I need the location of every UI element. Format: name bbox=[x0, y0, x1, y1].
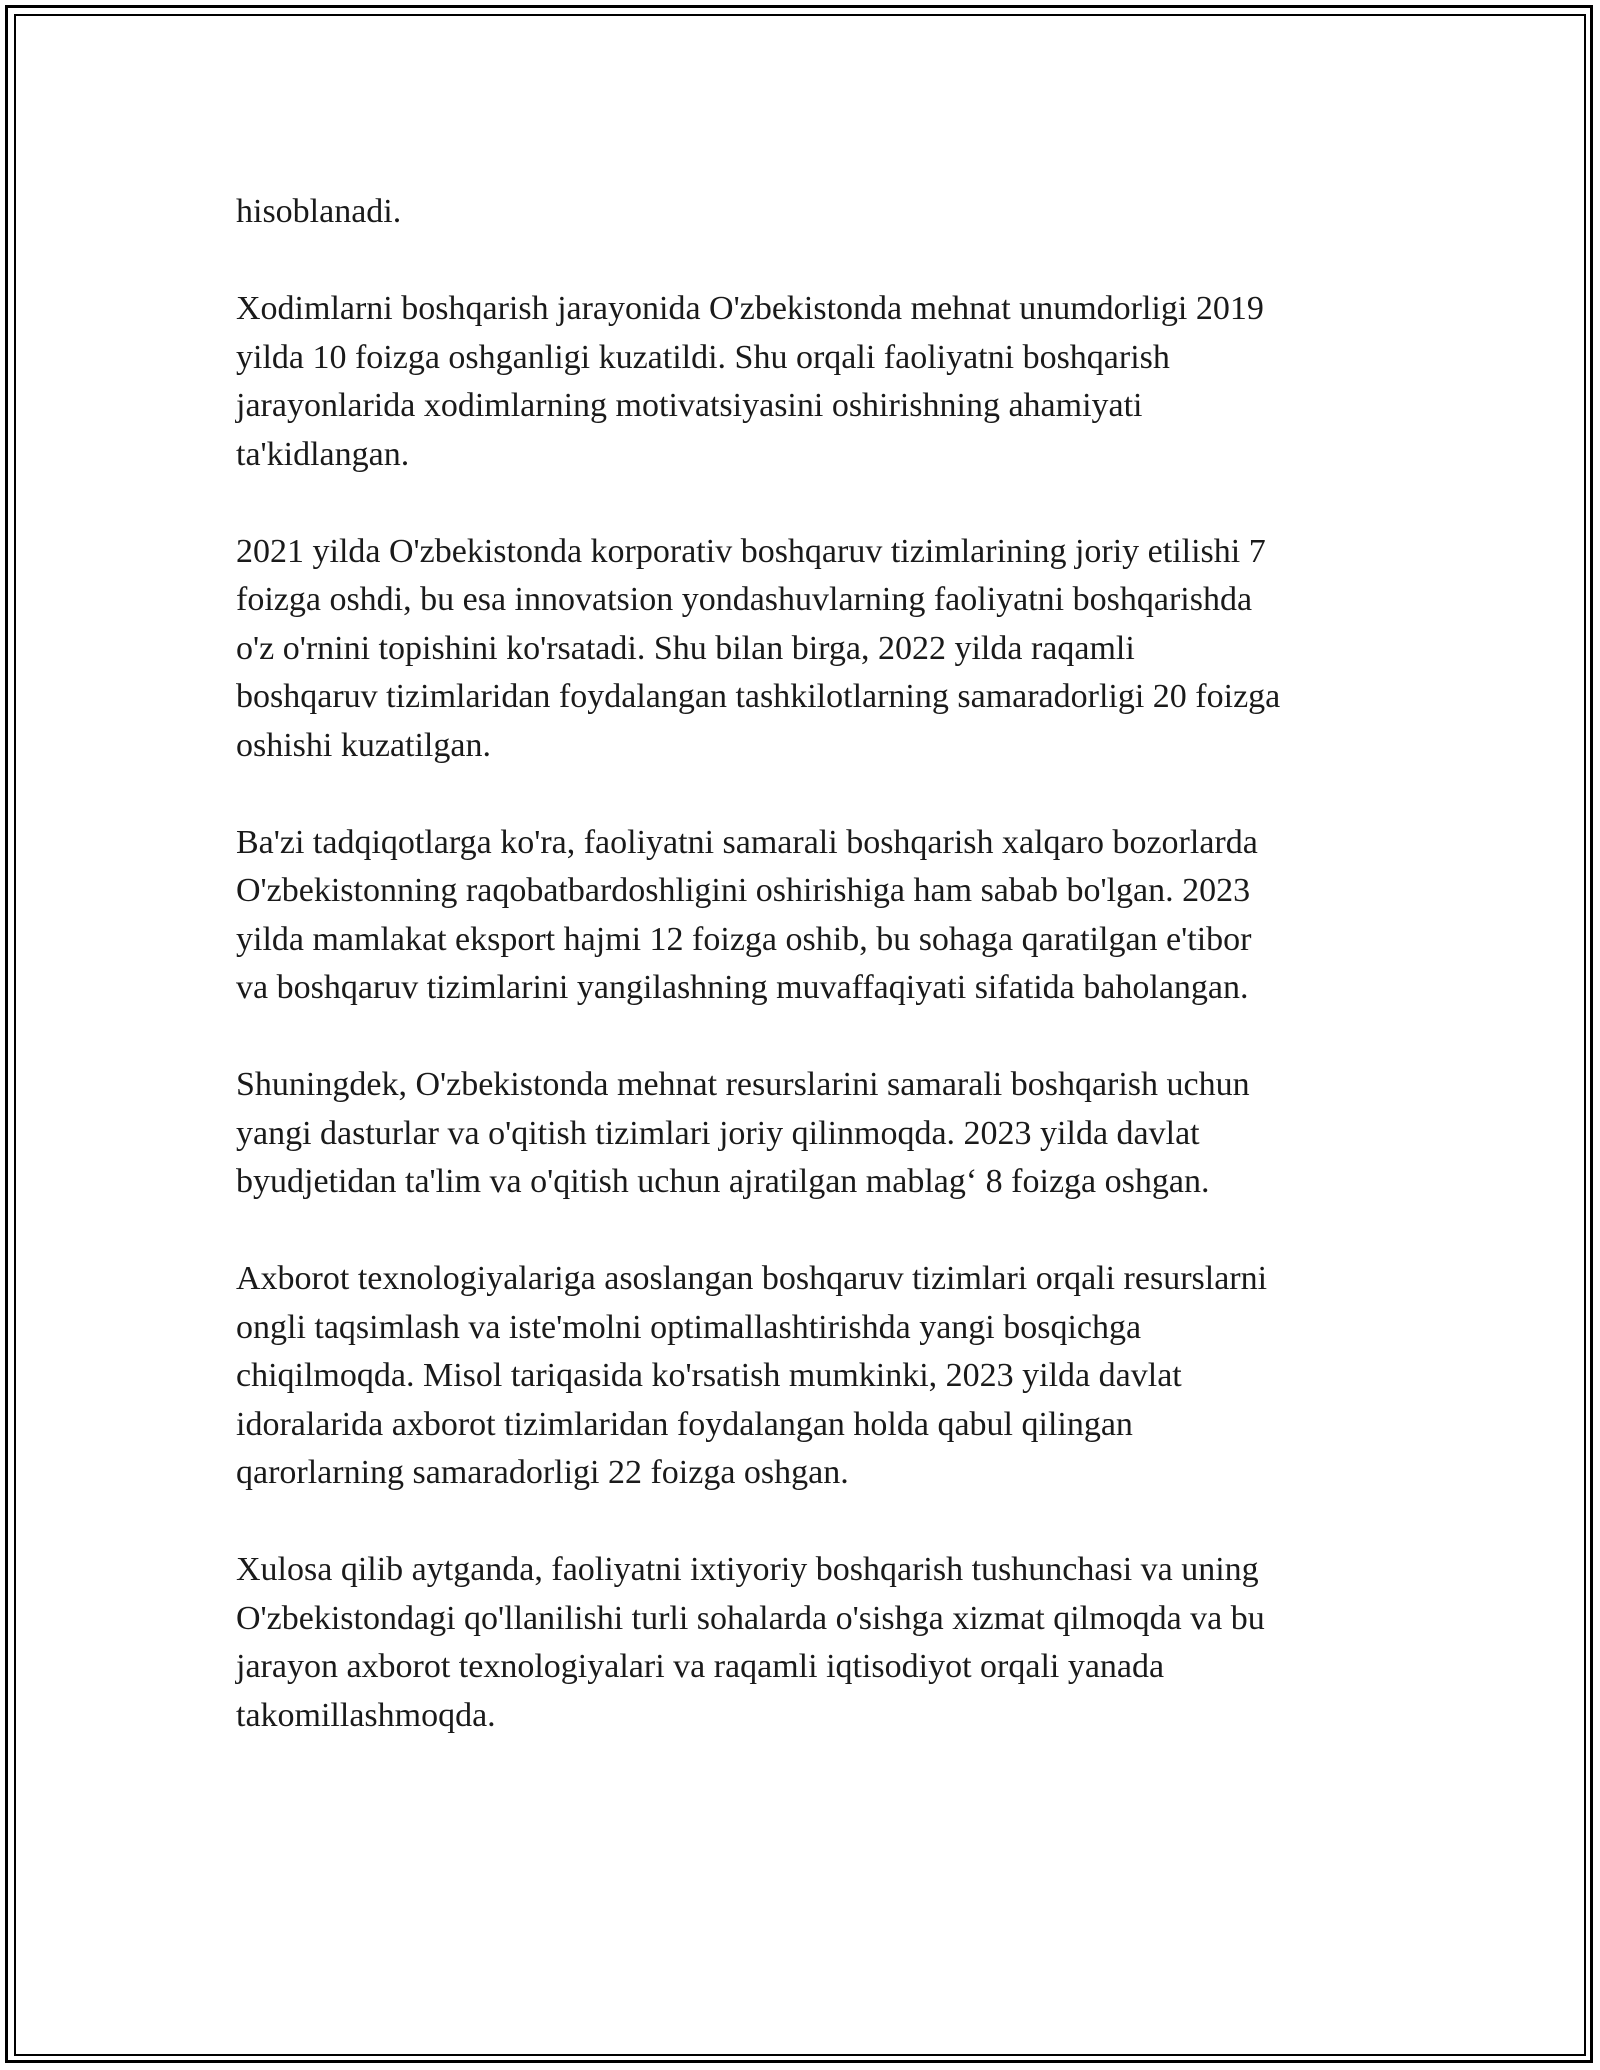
text-line: takomillashmoqda. bbox=[236, 1696, 496, 1734]
text-line: Shuningdek, O'zbekistonda mehnat resurslarini samarali boshqarish uchun bbox=[236, 1066, 1250, 1103]
paragraph-3 bbox=[236, 528, 1376, 771]
text-line: 2021 yilda O'zbekistonda korporativ boshqaruv tizimlarining joriy etilishi 7 bbox=[236, 532, 1266, 570]
paragraph-4 bbox=[236, 819, 1376, 1013]
text-line: jarayonlarida xodimlarning motivatsiyasini oshirishning ahamiyati bbox=[236, 387, 1143, 424]
text-line: hisoblanadi. bbox=[236, 193, 402, 230]
text-line: qarorlarning samaradorligi 22 foizga oshgan. bbox=[236, 1454, 849, 1491]
text-line: oshishi kuzatilgan. bbox=[236, 726, 491, 764]
paragraph-5 bbox=[236, 1061, 1376, 1207]
text-line: Xulosa qilib aytganda, faoliyatni ixtiyoriy boshqarish tushunchasi va uning bbox=[236, 1551, 1259, 1588]
text-line: jarayon axborot texnologiyalari va raqamli iqtisodiyot orqali yanada bbox=[236, 1648, 1165, 1685]
text-line: O'zbekistondagi qo'llanilishi turli sohalarda o'sishga xizmat qilmoqda va bu bbox=[236, 1599, 1265, 1637]
text-line: o'z o'rnini topishini ko'rsatadi. Shu bilan birga, 2022 yilda raqamli bbox=[236, 629, 1135, 667]
text-line: Axborot texnologiyalariga asoslangan boshqaruv tizimlari orqali resurslarni bbox=[236, 1260, 1268, 1297]
text-line: foizga oshdi, bu esa innovatsion yondashuvlarning faoliyatni boshqarishda bbox=[236, 581, 1253, 618]
text-line: idoralarida axborot tizimlaridan foydalangan holda qabul qilingan bbox=[236, 1405, 1133, 1443]
paragraph-1 bbox=[236, 188, 1376, 237]
paragraph-2 bbox=[236, 285, 1376, 479]
text-line: Ba'zi tadqiqotlarga ko'ra, faoliyatni samarali boshqarish xalqaro bozorlarda bbox=[236, 823, 1258, 861]
paragraph-6 bbox=[236, 1255, 1376, 1498]
text-line: yilda mamlakat eksport hajmi 12 foizga oshib, bu sohaga qaratilgan e'tibor bbox=[236, 920, 1252, 958]
text-line: byudjetidan ta'lim va o'qitish uchun ajratilgan mablag‘ 8 foizga oshgan. bbox=[236, 1163, 1210, 1200]
text-line: boshqaruv tizimlaridan foydalangan tashkilotlarning samaradorligi 20 foizga bbox=[236, 678, 1281, 715]
text-line: ongli taqsimlash va iste'molni optimallashtirishda yangi bosqichga bbox=[236, 1308, 1142, 1346]
text-line: yilda 10 foizga oshganligi kuzatildi. Shu orqali faoliyatni boshqarish bbox=[236, 338, 1170, 376]
text-line: ta'kidlangan. bbox=[236, 435, 410, 473]
text-line: va boshqaruv tizimlarini yangilashning muvaffaqiyati sifatida baholangan. bbox=[236, 969, 1249, 1006]
text-line: Xodimlarni boshqarish jarayonida O'zbekistonda mehnat unumdorligi 2019 bbox=[236, 290, 1264, 327]
document-body bbox=[236, 188, 1376, 1740]
text-line: yangi dasturlar va o'qitish tizimlari joriy qilinmoqda. 2023 yilda davlat bbox=[236, 1114, 1200, 1152]
text-line: chiqilmoqda. Misol tariqasida ko'rsatish mumkinki, 2023 yilda davlat bbox=[236, 1357, 1182, 1394]
paragraph-7 bbox=[236, 1546, 1376, 1740]
text-line: O'zbekistonning raqobatbardoshligini oshirishiga ham sabab bo'lgan. 2023 bbox=[236, 872, 1251, 909]
